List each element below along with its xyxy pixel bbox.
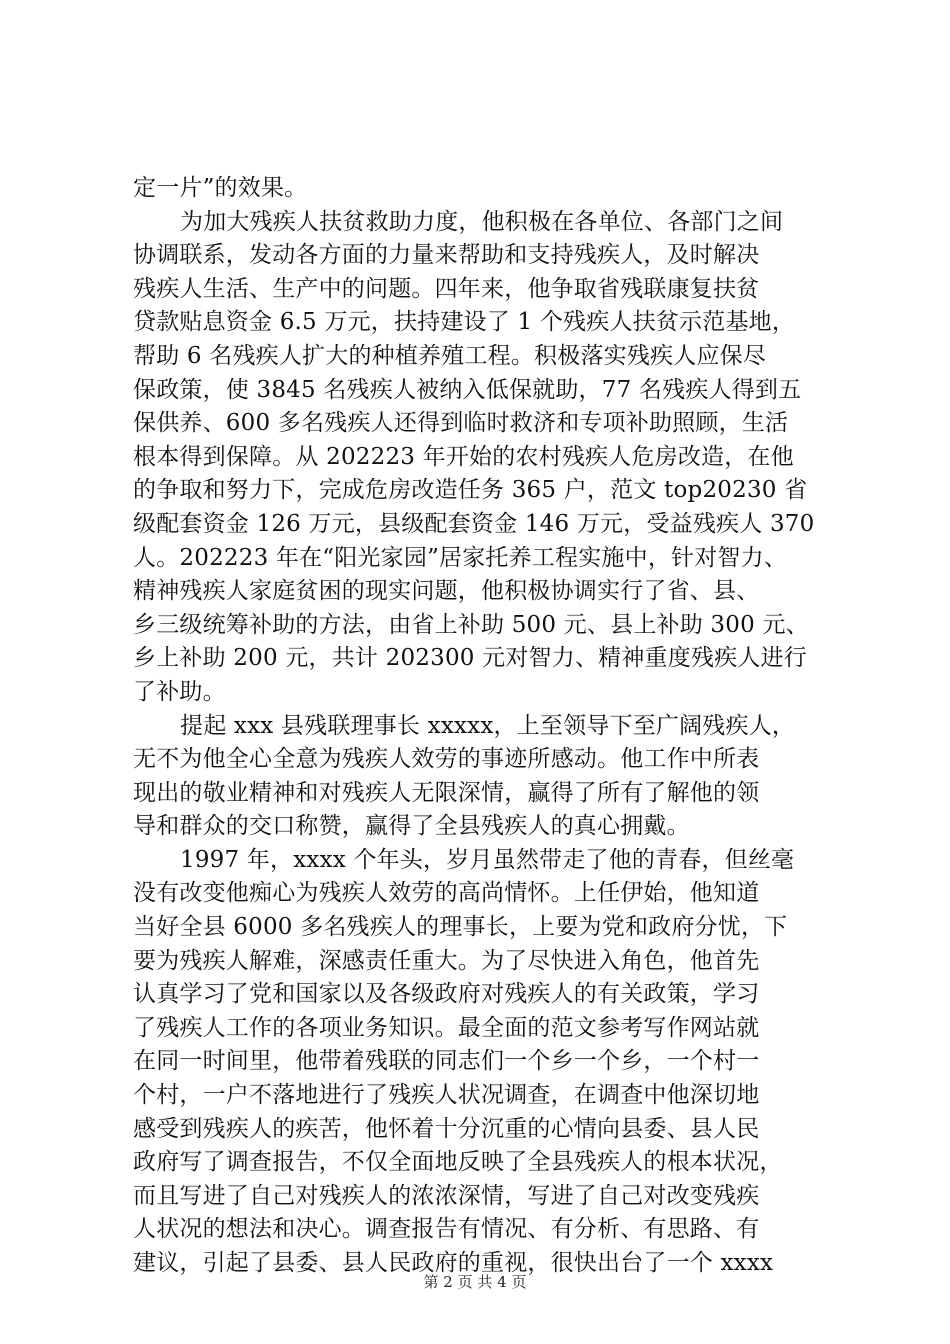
text-line: 建议，引起了县委、县人民政府的重视，很快出台了一个 xxxx <box>133 1250 774 1276</box>
text-line: 协调联系，发动各方面的力量来帮助和支持残疾人，及时解决 <box>133 242 760 269</box>
text-line: 残疾人生活、生产中的问题。四年来，他争取省残联康复扶贫 <box>133 275 760 302</box>
text-line: 认真学习了党和国家以及各级政府对残疾人的有关政策，学习 <box>133 981 760 1008</box>
text-line: 了补助。 <box>133 678 226 705</box>
text-line: 人。202223 年在“阳光家园”居家托养工程实施中，针对智力、 <box>133 544 788 571</box>
text-line: 当好全县 6000 多名残疾人的理事长，上要为党和政府分忧，下 <box>133 914 788 941</box>
text-line: 导和群众的交口称赞，赢得了全县残疾人的真心拥戴。 <box>133 813 690 840</box>
text-line: 而且写进了自己对残疾人的浓浓深情，写进了自己对改变残疾 <box>133 1182 760 1209</box>
document-body <box>133 172 833 1281</box>
page-footer <box>0 1272 950 1292</box>
text-line: 没有改变他痴心为残疾人效劳的高尚情怀。上任伊始，他知道 <box>133 880 760 907</box>
text-line: 人状况的想法和决心。调查报告有情况、有分析、有思路、有 <box>133 1216 760 1243</box>
text-line: 根本得到保障。从 202223 年开始的农村残疾人危房改造，在他 <box>133 443 794 470</box>
text-line: 要为残疾人解难，深感责任重大。为了尽快进入角色，他首先 <box>133 947 760 974</box>
text-line: 保政策，使 3845 名残疾人被纳入低保就助，77 名残疾人得到五 <box>133 376 802 403</box>
text-line: 乡三级统筹补助的方法，由省上补助 500 元、县上补助 300 元、 <box>133 611 809 638</box>
text-line: 帮助 6 名残疾人扩大的种植养殖工程。积极落实残疾人应保尽 <box>133 342 767 369</box>
page-number: 第 2 页 共 4 页 <box>423 1273 527 1291</box>
text-line: 无不为他全心全意为残疾人效劳的事迹所感动。他工作中所表 <box>133 746 760 773</box>
text-line: 了残疾人工作的各项业务知识。最全面的范文参考写作网站就 <box>133 1014 760 1041</box>
text-line: 的争取和努力下，完成危房改造任务 365 户，范文 top20230 省 <box>133 477 808 504</box>
paragraph-start-line: 为加大残疾人扶贫救助力度，他积极在各单位、各部门之间 <box>180 208 784 235</box>
text-line: 现出的敬业精神和对残疾人无限深情，赢得了所有了解他的领 <box>133 779 760 806</box>
paragraph-start-line: 1997 年，xxxx 个年头，岁月虽然带走了他的青春，但丝毫 <box>180 846 795 873</box>
text-line: 级配套资金 126 万元，县级配套资金 146 万元，受益残疾人 370 <box>133 510 815 537</box>
text-line: 乡上补助 200 元，共计 202300 元对智力、精神重度残疾人进行 <box>133 645 807 672</box>
text-line: 个村，一户不落地进行了残疾人状况调查，在调查中他深切地 <box>133 1082 760 1109</box>
text-line: 精神残疾人家庭贫困的现实问题，他积极协调实行了省、县、 <box>133 578 760 605</box>
text-line: 政府写了调查报告，不仅全面地反映了全县残疾人的根本状况， <box>133 1149 783 1176</box>
text-line: 贷款贴息资金 6.5 万元，扶持建设了 1 个残疾人扶贫示范基地， <box>133 309 796 336</box>
text-line: 感受到残疾人的疾苦，他怀着十分沉重的心情向县委、县人民 <box>133 1115 760 1142</box>
text-line: 定一片”的效果。 <box>133 175 308 201</box>
text-line: 保供养、600 多名残疾人还得到临时救济和专项补助照顾，生活 <box>133 410 789 437</box>
paragraph-start-line: 提起 xxx 县残联理事长 xxxxx，上至领导下至广阔残疾人， <box>180 712 796 739</box>
text-line: 在同一时间里，他带着残联的同志们一个乡一个乡，一个村一 <box>133 1048 760 1075</box>
